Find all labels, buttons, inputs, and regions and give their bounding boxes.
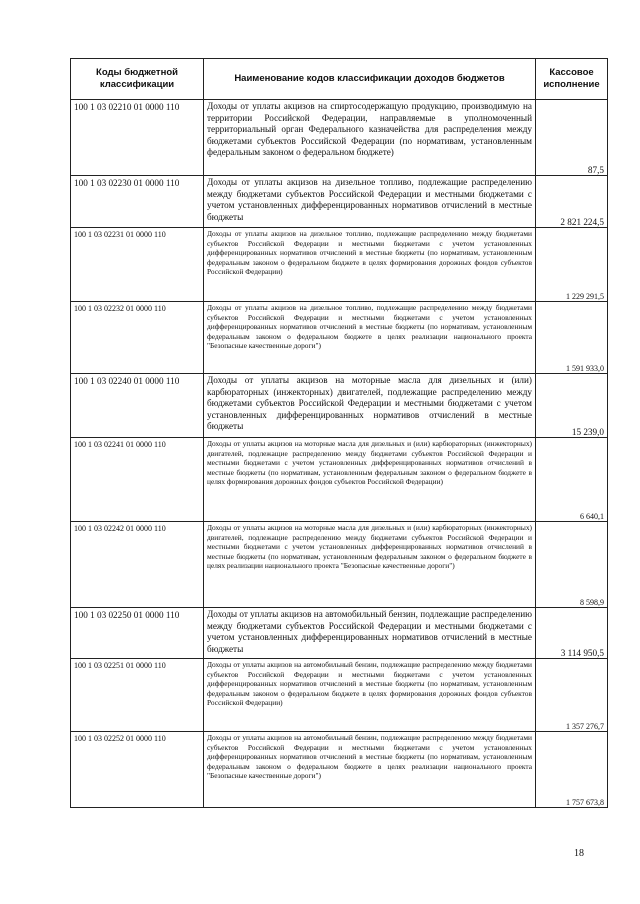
table-row: [71, 608, 608, 659]
row-name: Доходы от уплаты акцизов на моторные масла для дизельных и (или) карбюраторных (инжекторных) двигателей, подлежащие распределению между бюджетами субъектов Российской Федерации и местными бюджетами с учетом установленных дифференцированных нормативов отчислений в местные бюджеты: [204, 374, 536, 438]
row-code: 100 1 03 02240 01 0000 110: [71, 374, 204, 438]
row-amount: 8 598,9: [536, 522, 608, 608]
row-amount: 1 357 276,7: [536, 659, 608, 732]
table-row: [71, 522, 608, 608]
row-name: Доходы от уплаты акцизов на моторные масла для дизельных и (или) карбюраторных (инжекторных) двигателей, подлежащие распределению между бюджетами субъектов Российской Федерации и местными бюджетами с учетом установленных дифференцированных нормативов отчислений в местные бюджеты (по нормативам, установленным федеральным законом о федеральном бюджете в целях формирования дорожных фондов субъектов Российской Федерации): [204, 438, 536, 522]
header-amount: Кассовое исполнение: [536, 59, 608, 100]
row-amount: 1 757 673,8: [536, 732, 608, 808]
row-code: 100 1 03 02242 01 0000 110: [71, 522, 204, 608]
header-code: Коды бюджетной классификации: [71, 59, 204, 100]
table-header-row: [71, 59, 608, 100]
table-row: [71, 228, 608, 302]
header-name: Наименование кодов классификации доходов бюджетов: [204, 59, 536, 100]
table-row: [71, 302, 608, 374]
revenue-table: [70, 58, 608, 808]
row-code: 100 1 03 02241 01 0000 110: [71, 438, 204, 522]
table-row: [71, 176, 608, 228]
row-code: 100 1 03 02251 01 0000 110: [71, 659, 204, 732]
row-name: Доходы от уплаты акцизов на автомобильный бензин, подлежащие распределению между бюджетами субъектов Российской Федерации и местными бюджетами с учетом установленных дифференцированных нормативов отчислений в местные бюджеты: [204, 608, 536, 659]
row-name: Доходы от уплаты акцизов на моторные масла для дизельных и (или) карбюраторных (инжекторных) двигателей, подлежащие распределению между бюджетами субъектов Российской Федерации и местными бюджетами с учетом установленных дифференцированных нормативов отчислений в местные бюджеты (по нормативам, установленным федеральным законом о федеральном бюджете в целях реализации национального проекта "Безопасные качественные дороги"): [204, 522, 536, 608]
table-row: [71, 732, 608, 808]
row-amount: 15 239,0: [536, 374, 608, 438]
row-name: Доходы от уплаты акцизов на дизельное топливо, подлежащие распределению между бюджетами субъектов Российской Федерации и местными бюджетами с учетом установленных дифференцированных нормативов отчислений в местные бюджеты (по нормативам, установленным федеральным законом о федеральном бюджете в целях реализации национального проекта "Безопасные качественные дороги"): [204, 302, 536, 374]
table-row: [71, 438, 608, 522]
row-name: Доходы от уплаты акцизов на спиртосодержащую продукцию, производимую на территории Российской Федерации, направляемые в уполномоченный территориальный орган Федерального казначейства для распределения между бюджетами субъектов Российской Федерации (по нормативам, установленным федеральным законом о федеральном бюджете): [204, 100, 536, 176]
table-row: [71, 100, 608, 176]
row-name: Доходы от уплаты акцизов на дизельное топливо, подлежащие распределению между бюджетами субъектов Российской Федерации и местными бюджетами с учетом установленных дифференцированных нормативов отчислений в местные бюджеты: [204, 176, 536, 228]
row-name: Доходы от уплаты акцизов на автомобильный бензин, подлежащие распределению между бюджетами субъектов Российской Федерации и местными бюджетами с учетом установленных дифференцированных нормативов отчислений в местные бюджеты (по нормативам, установленным федеральным законом о федеральном бюджете в целях формирования дорожных фондов субъектов Российской Федерации): [204, 659, 536, 732]
row-code: 100 1 03 02250 01 0000 110: [71, 608, 204, 659]
row-name: Доходы от уплаты акцизов на дизельное топливо, подлежащие распределению между бюджетами субъектов Российской Федерации и местными бюджетами с учетом установленных дифференцированных нормативов отчислений в местные бюджеты (по нормативам, установленным федеральным законом о федеральном бюджете в целях формирования дорожных фондов субъектов Российской Федерации): [204, 228, 536, 302]
row-amount: 3 114 950,5: [536, 608, 608, 659]
table-row: [71, 659, 608, 732]
page-number: 18: [574, 848, 584, 859]
row-amount: 87,5: [536, 100, 608, 176]
row-amount: 1 229 291,5: [536, 228, 608, 302]
row-code: 100 1 03 02232 01 0000 110: [71, 302, 204, 374]
row-code: 100 1 03 02210 01 0000 110: [71, 100, 204, 176]
row-code: 100 1 03 02231 01 0000 110: [71, 228, 204, 302]
row-amount: 1 591 933,0: [536, 302, 608, 374]
row-amount: 2 821 224,5: [536, 176, 608, 228]
row-amount: 6 640,1: [536, 438, 608, 522]
row-code: 100 1 03 02252 01 0000 110: [71, 732, 204, 808]
row-code: 100 1 03 02230 01 0000 110: [71, 176, 204, 228]
row-name: Доходы от уплаты акцизов на автомобильный бензин, подлежащие распределению между бюджетами субъектов Российской Федерации и местными бюджетами с учетом установленных дифференцированных нормативов отчислений в местные бюджеты (по нормативам, установленным федеральным законом о федеральном бюджете в целях реализации национального проекта "Безопасные качественные дороги"): [204, 732, 536, 808]
table-row: [71, 374, 608, 438]
